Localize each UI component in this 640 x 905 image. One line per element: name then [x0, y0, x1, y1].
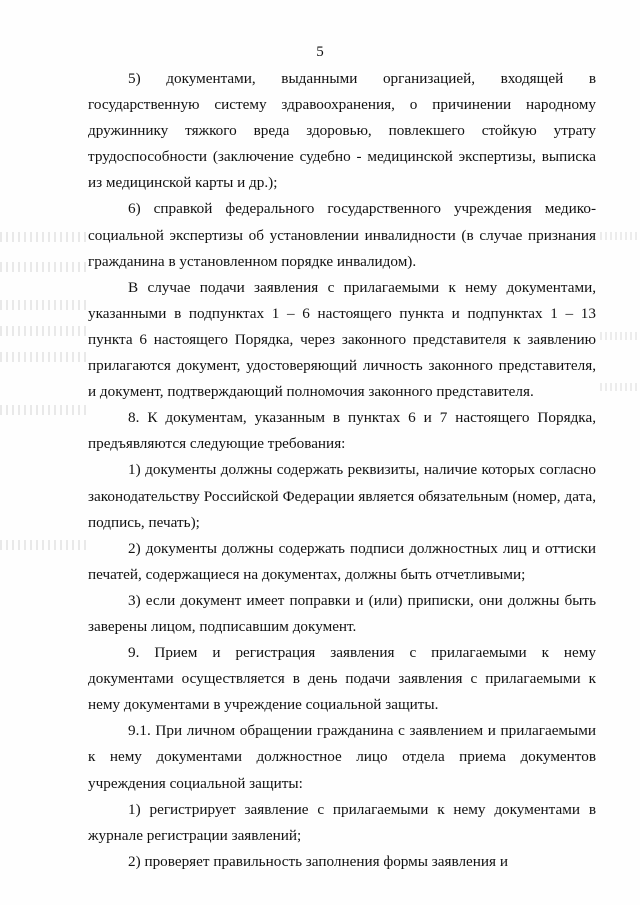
page-number: 5	[316, 44, 324, 60]
paragraph-9-1-personal-visit: 9.1. При личном обращении гражданина с заявлением и прилагаемыми к нему документами должностное лицо отдела приема документов учреждения социальной защиты:	[88, 722, 596, 792]
paragraph-representative: В случае подачи заявления с прилагаемыми к нему документами, указанными в подпунктах 1 – 6 настоящего пункта и подпунктах 1 – 13 пункта 6 настоящего Порядка, через законного представителя к заявлению прилагаются документ, удостоверяющий личность законного представителя, и документ, подтверждающий полномочия законного представителя.	[88, 278, 596, 401]
paragraph-requirement-2: 2) документы должны содержать подписи должностных лиц и оттиски печатей, содержащиеся на документах, должны быть отчетливыми;	[88, 539, 596, 583]
scan-noise	[600, 332, 640, 340]
scan-noise	[600, 232, 640, 240]
scan-noise	[600, 383, 640, 391]
scan-noise	[0, 300, 86, 310]
document-body	[88, 66, 596, 875]
paragraph-item-5: 5) документами, выданными организацией, входящей в государственную систему здравоохранения, о причинении народному дружиннику тяжкого вреда здоровью, повлекшего стойкую утрату трудоспособности (заключение судебно - медицинской экспертизы, выписка из медицинской карты и др.);	[88, 70, 596, 192]
scan-noise	[0, 540, 86, 550]
paragraph-item-6: 6) справкой федерального государственного учреждения медико-социальной экспертизы об установлении инвалидности (в случае признания гражданина в установленном порядке инвалидом).	[88, 200, 596, 270]
paragraph-requirement-3: 3) если документ имеет поправки и (или) приписки, они должны быть заверены лицом, подписавшим документ.	[88, 591, 596, 635]
paragraph-step-2: 2) проверяет правильность заполнения формы заявления и	[128, 852, 508, 870]
scan-noise	[0, 232, 86, 242]
scan-noise	[0, 352, 86, 362]
scan-noise	[0, 405, 86, 415]
scan-noise	[0, 326, 86, 336]
paragraph-step-1: 1) регистрирует заявление с прилагаемыми к нему документами в журнале регистрации заявлений;	[88, 800, 596, 844]
paragraph-9-reception: 9. Прием и регистрация заявления с прилагаемыми к нему документами осуществляется в день подачи заявления с прилагаемыми к нему документами в учреждение социальной защиты.	[88, 644, 596, 714]
scan-noise	[0, 262, 86, 272]
paragraph-8-requirements: 8. К документам, указанным в пунктах 6 и 7 настоящего Порядка, предъявляются следующие требования:	[88, 409, 596, 453]
paragraph-requirement-1: 1) документы должны содержать реквизиты, наличие которых согласно законодательству Российской Федерации является обязательным (номер, дата, подпись, печать);	[88, 461, 596, 531]
